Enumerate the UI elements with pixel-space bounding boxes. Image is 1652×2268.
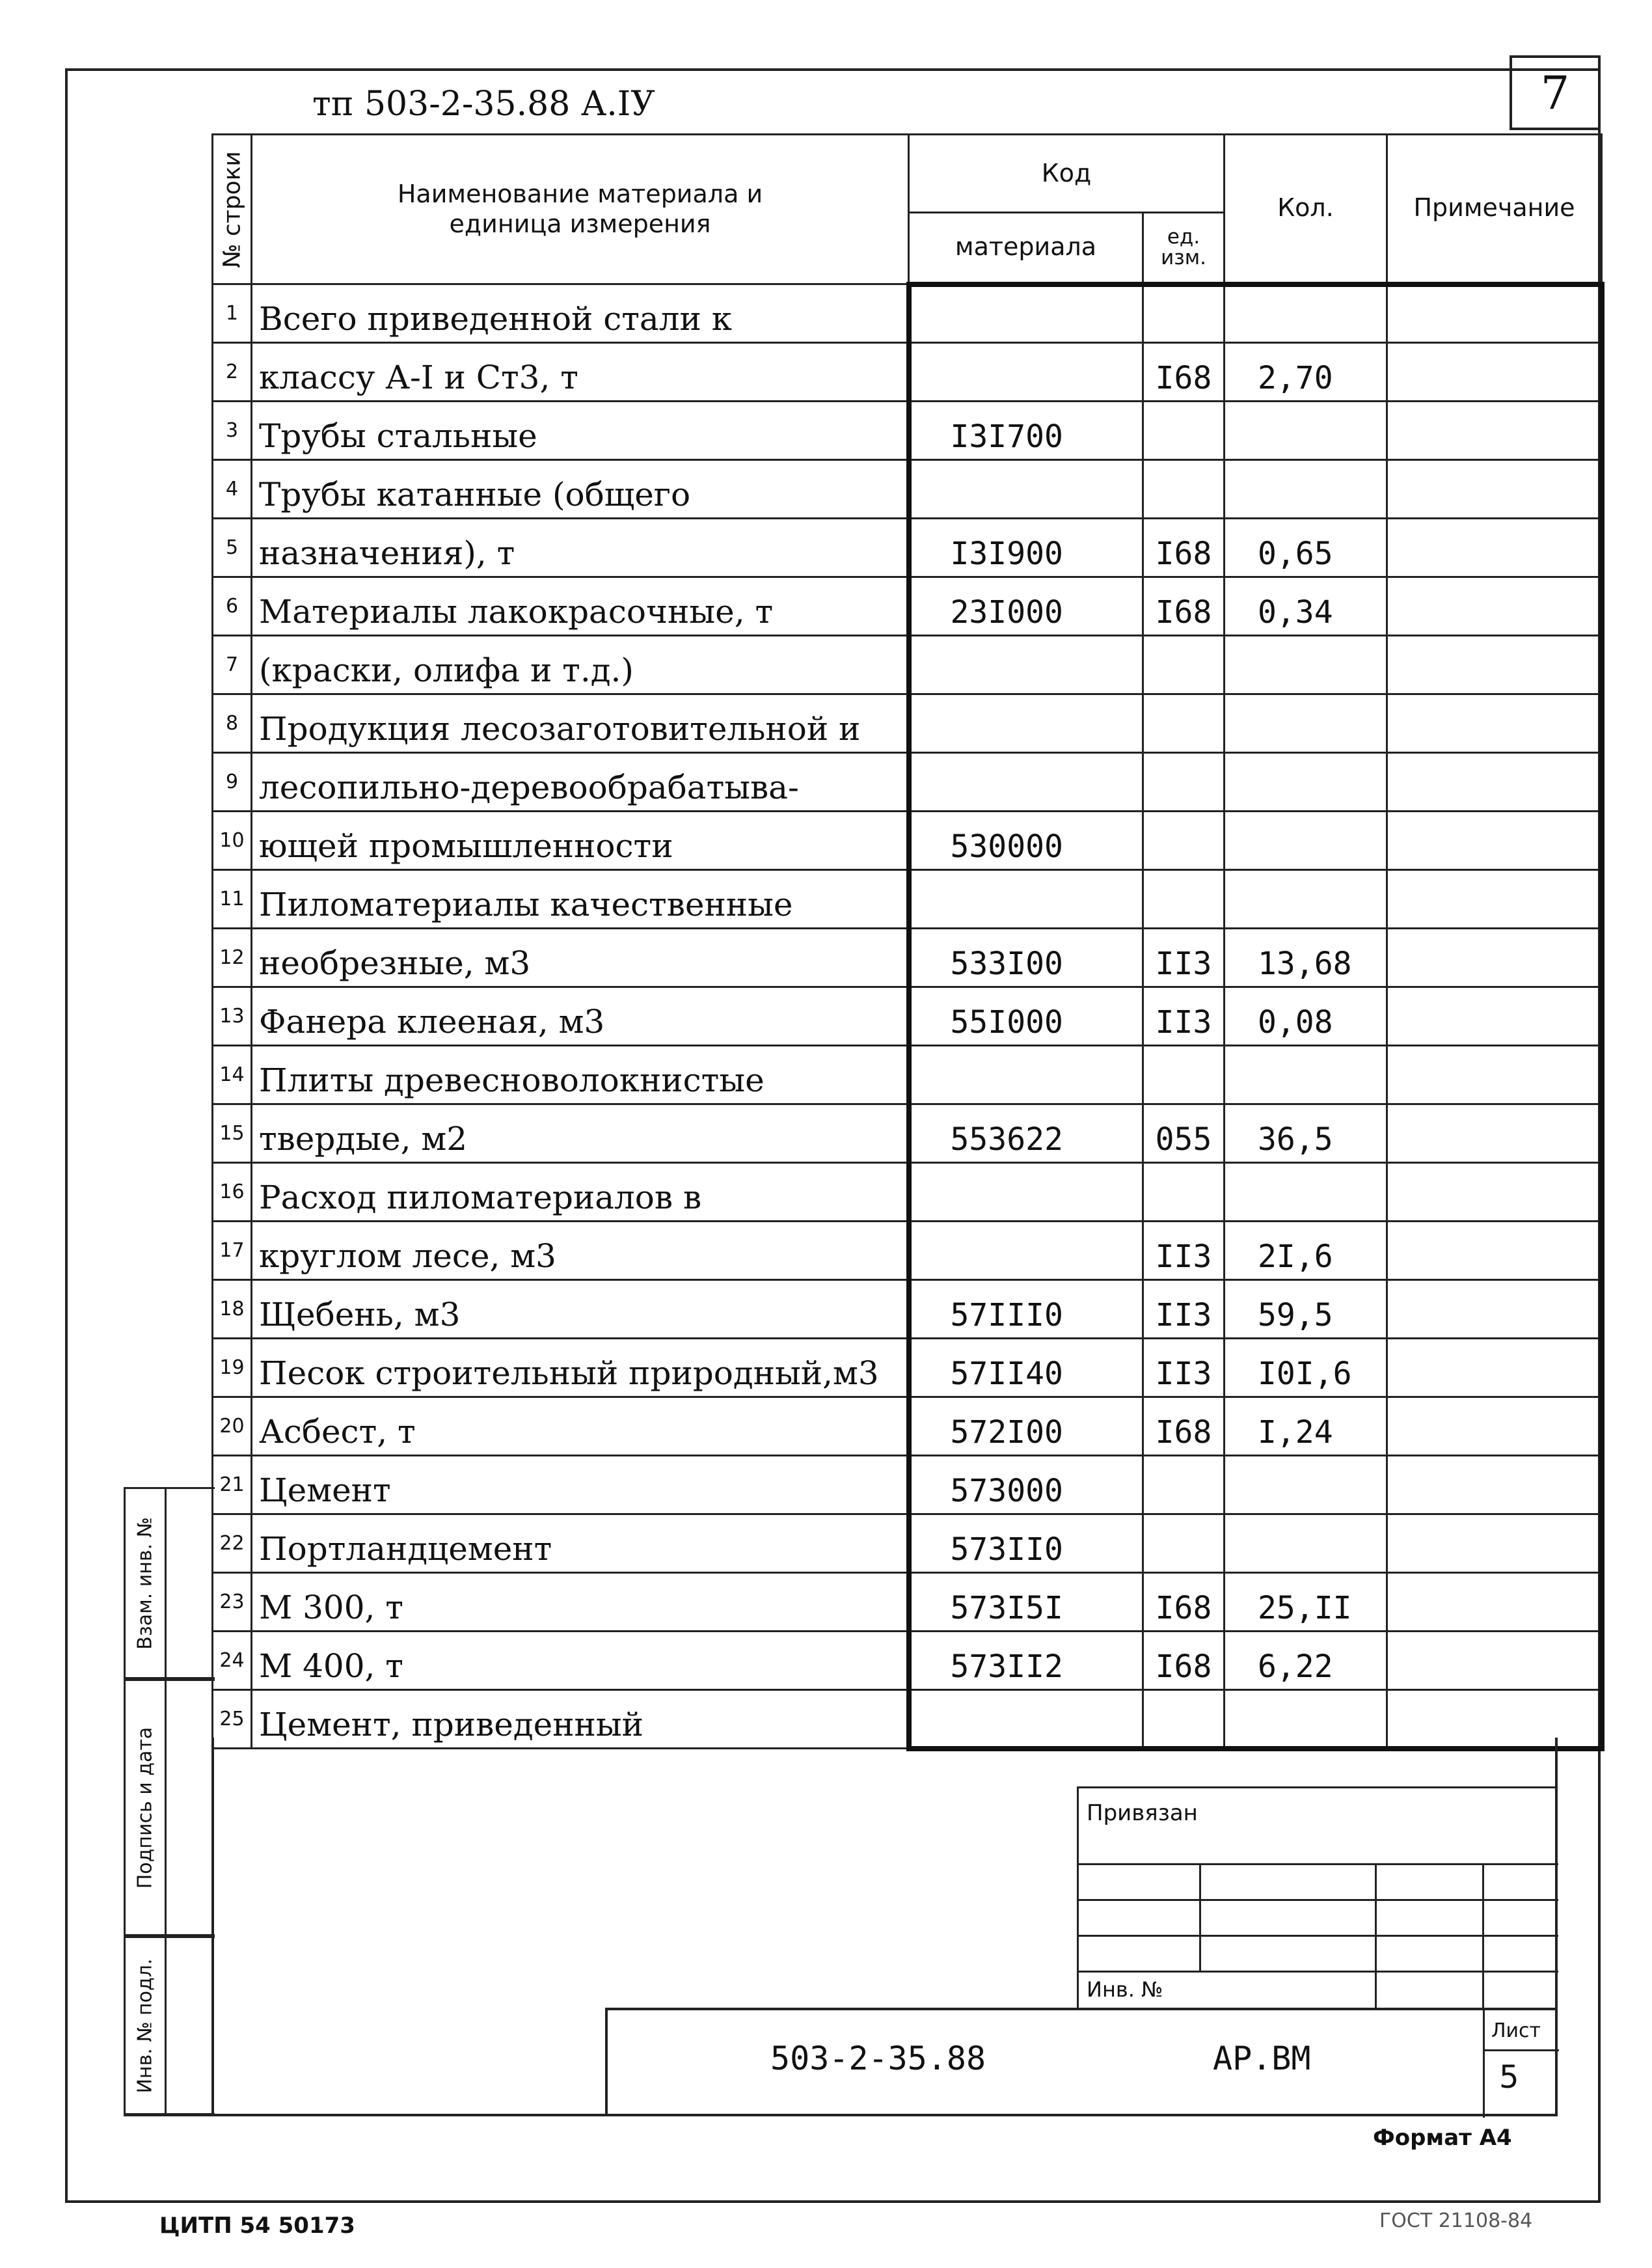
material-name-cell: Асбест, т (252, 1397, 909, 1456)
table-row (213, 987, 1602, 1046)
stamp-sheet-number: 5 (1499, 2059, 1519, 2096)
row-number-cell: 4 (213, 460, 252, 519)
unit-code-cell (1143, 1690, 1225, 1749)
note-cell (1387, 1222, 1602, 1280)
row-number-cell: 11 (213, 870, 252, 929)
unit-code-cell (1143, 1514, 1225, 1573)
quantity-cell (1225, 753, 1387, 812)
table-row (213, 1397, 1602, 1456)
stamp-doc-number: 503-2-35.88 (770, 2040, 986, 2077)
quantity-cell: 6,22 (1225, 1632, 1387, 1690)
table-row (213, 753, 1602, 812)
printer-code: ЦИТП 54 50173 (159, 2213, 355, 2239)
unit-code-cell (1143, 753, 1225, 812)
quantity-cell: 59,5 (1225, 1280, 1387, 1339)
row-number-cell: 23 (213, 1573, 252, 1632)
quantity-cell (1225, 636, 1387, 694)
material-code-cell: 572I00 (909, 1397, 1143, 1456)
row-number-cell: 14 (213, 1046, 252, 1104)
note-cell (1387, 460, 1602, 519)
unit-code-cell: II3 (1143, 1339, 1225, 1397)
material-name-cell: М 300, т (252, 1573, 909, 1632)
unit-code-cell (1143, 284, 1225, 343)
quantity-cell (1225, 1046, 1387, 1104)
material-name-cell: Портландцемент (252, 1514, 909, 1573)
label-replaced-inv: Взам. инв. № (133, 1516, 157, 1650)
material-name-cell: Песок строительный природный,м3 (252, 1339, 909, 1397)
note-cell (1387, 870, 1602, 929)
material-code-cell (909, 1163, 1143, 1222)
row-number-cell: 3 (213, 402, 252, 460)
row-number-cell: 15 (213, 1104, 252, 1163)
material-name-cell: ющей промышленности (252, 812, 909, 870)
material-code-cell: 573II0 (909, 1514, 1143, 1573)
table-row (213, 1456, 1602, 1514)
note-cell (1387, 753, 1602, 812)
unit-code-cell: II3 (1143, 929, 1225, 987)
note-cell (1387, 1339, 1602, 1397)
format-label: Формат А4 (1373, 2125, 1512, 2151)
material-code-cell: 23I000 (909, 577, 1143, 636)
material-name-cell: Цемент, приведенный (252, 1690, 909, 1749)
row-number-cell: 7 (213, 636, 252, 694)
note-cell (1387, 987, 1602, 1046)
material-code-cell: I3I900 (909, 519, 1143, 577)
note-cell (1387, 1573, 1602, 1632)
header-name: Наименование материала и единица измерения (252, 135, 909, 284)
quantity-cell (1225, 1163, 1387, 1222)
table-row (213, 1046, 1602, 1104)
material-code-cell: 533I00 (909, 929, 1143, 987)
unit-code-cell (1143, 1163, 1225, 1222)
note-cell (1387, 1280, 1602, 1339)
note-cell (1387, 1104, 1602, 1163)
quantity-cell: 0,65 (1225, 519, 1387, 577)
material-name-cell: твердые, м2 (252, 1104, 909, 1163)
material-name-cell: Всего приведенной стали к (252, 284, 909, 343)
unit-code-cell: 055 (1143, 1104, 1225, 1163)
side-strip-inv-original (124, 1936, 215, 2115)
row-number-cell: 6 (213, 577, 252, 636)
quantity-cell: 0,08 (1225, 987, 1387, 1046)
unit-code-cell: I68 (1143, 1573, 1225, 1632)
quantity-cell: 36,5 (1225, 1104, 1387, 1163)
material-name-cell: необрезные, м3 (252, 929, 909, 987)
quantity-cell (1225, 284, 1387, 343)
material-code-cell: 55I000 (909, 987, 1143, 1046)
table-row (213, 343, 1602, 402)
material-name-cell: лесопильно-деревообрабатыва- (252, 753, 909, 812)
unit-code-cell: I68 (1143, 1397, 1225, 1456)
row-number-cell: 21 (213, 1456, 252, 1514)
row-number-cell: 17 (213, 1222, 252, 1280)
quantity-cell (1225, 460, 1387, 519)
table-row (213, 1573, 1602, 1632)
material-name-cell: Щебень, м3 (252, 1280, 909, 1339)
table-row (213, 694, 1602, 753)
quantity-cell (1225, 402, 1387, 460)
quantity-cell (1225, 812, 1387, 870)
table-row (213, 1163, 1602, 1222)
material-code-cell: 553622 (909, 1104, 1143, 1163)
material-code-cell (909, 694, 1143, 753)
table-row (213, 519, 1602, 577)
table-row (213, 929, 1602, 987)
material-code-cell (909, 460, 1143, 519)
material-code-cell (909, 1046, 1143, 1104)
note-cell (1387, 402, 1602, 460)
note-cell (1387, 1163, 1602, 1222)
unit-code-cell (1143, 694, 1225, 753)
material-name-cell: Трубы стальные (252, 402, 909, 460)
table-row (213, 1222, 1602, 1280)
unit-code-cell: II3 (1143, 987, 1225, 1046)
material-name-cell: назначения), т (252, 519, 909, 577)
table-row (213, 460, 1602, 519)
material-code-cell (909, 1690, 1143, 1749)
table-row (213, 812, 1602, 870)
note-cell (1387, 929, 1602, 987)
stamp-sheet-label: Лист (1491, 2019, 1541, 2042)
quantity-cell: 25,II (1225, 1573, 1387, 1632)
note-cell (1387, 343, 1602, 402)
label-signature-date: Подпись и дата (133, 1727, 157, 1889)
table-row (213, 1104, 1602, 1163)
unit-code-cell (1143, 636, 1225, 694)
note-cell (1387, 812, 1602, 870)
table-row (213, 1690, 1602, 1749)
note-cell (1387, 1046, 1602, 1104)
gost-code: ГОСТ 21108-84 (1379, 2209, 1533, 2232)
material-name-cell: (краски, олифа и т.д.) (252, 636, 909, 694)
unit-code-cell: I68 (1143, 343, 1225, 402)
note-cell (1387, 636, 1602, 694)
header-row-number: № строки (213, 135, 252, 284)
row-number-cell: 20 (213, 1397, 252, 1456)
note-cell (1387, 577, 1602, 636)
material-name-cell: Фанера клееная, м3 (252, 987, 909, 1046)
row-number-cell: 22 (213, 1514, 252, 1573)
table-row (213, 284, 1602, 343)
note-cell (1387, 1514, 1602, 1573)
note-cell (1387, 1397, 1602, 1456)
unit-code-cell (1143, 1456, 1225, 1514)
material-code-cell (909, 870, 1143, 929)
material-name-cell: Материалы лакокрасочные, т (252, 577, 909, 636)
table-row (213, 1632, 1602, 1690)
material-code-cell (909, 753, 1143, 812)
unit-code-cell: I68 (1143, 577, 1225, 636)
table-row (213, 1280, 1602, 1339)
material-name-cell: классу А-I и Ст3, т (252, 343, 909, 402)
material-code-cell: 573II2 (909, 1632, 1143, 1690)
header-unit: ед. изм. (1143, 213, 1225, 284)
note-cell (1387, 519, 1602, 577)
table-row (213, 402, 1602, 460)
row-number-cell: 18 (213, 1280, 252, 1339)
unit-code-cell: II3 (1143, 1280, 1225, 1339)
quantity-cell (1225, 870, 1387, 929)
side-strip-signature (124, 1679, 215, 1936)
row-number-cell: 10 (213, 812, 252, 870)
material-name-cell: Продукция лесозаготовительной и (252, 694, 909, 753)
quantity-cell: I,24 (1225, 1397, 1387, 1456)
material-code-cell: 573000 (909, 1456, 1143, 1514)
materials-table (211, 133, 1605, 1751)
unit-code-cell (1143, 812, 1225, 870)
material-code-cell (909, 1222, 1143, 1280)
material-code-cell: 57II40 (909, 1339, 1143, 1397)
unit-code-cell: II3 (1143, 1222, 1225, 1280)
material-code-cell: I3I700 (909, 402, 1143, 460)
note-cell (1387, 284, 1602, 343)
table-row (213, 1514, 1602, 1573)
material-code-cell (909, 636, 1143, 694)
unit-code-cell: I68 (1143, 1632, 1225, 1690)
stamp-main-block (605, 2008, 1556, 2115)
row-number-cell: 12 (213, 929, 252, 987)
unit-code-cell (1143, 870, 1225, 929)
quantity-cell (1225, 1514, 1387, 1573)
header-material: материала (909, 213, 1143, 284)
material-code-cell (909, 284, 1143, 343)
quantity-cell (1225, 1456, 1387, 1514)
table-row (213, 577, 1602, 636)
bottom-frame-left (211, 1738, 214, 2115)
note-cell (1387, 1632, 1602, 1690)
header-note: Примечание (1387, 135, 1602, 284)
unit-code-cell (1143, 402, 1225, 460)
stamp-doc-mark: АР.ВМ (1213, 2040, 1311, 2077)
quantity-cell: 2,70 (1225, 343, 1387, 402)
sheet-corner-number: 7 (1510, 55, 1601, 130)
quantity-cell: 2I,6 (1225, 1222, 1387, 1280)
material-code-cell: 530000 (909, 812, 1143, 870)
row-number-cell: 25 (213, 1690, 252, 1749)
table-row (213, 870, 1602, 929)
table-row (213, 1339, 1602, 1397)
quantity-cell (1225, 1690, 1387, 1749)
row-number-cell: 24 (213, 1632, 252, 1690)
label-inv-original: Инв. № подл. (133, 1958, 157, 2093)
stamp-inv-no-label: Инв. № (1087, 1977, 1163, 2002)
note-cell (1387, 694, 1602, 753)
stamp-bound-block (1077, 1786, 1556, 2008)
row-number-cell: 8 (213, 694, 252, 753)
header-qty: Кол. (1225, 135, 1387, 284)
side-strip-replaced-inv (124, 1487, 215, 1679)
unit-code-cell (1143, 460, 1225, 519)
material-code-cell (909, 343, 1143, 402)
row-number-cell: 19 (213, 1339, 252, 1397)
quantity-cell: 0,34 (1225, 577, 1387, 636)
row-number-cell: 13 (213, 987, 252, 1046)
quantity-cell: I0I,6 (1225, 1339, 1387, 1397)
note-cell (1387, 1456, 1602, 1514)
material-name-cell: М 400, т (252, 1632, 909, 1690)
row-number-cell: 5 (213, 519, 252, 577)
header-code: Код (909, 135, 1225, 213)
table-row (213, 636, 1602, 694)
material-name-cell: круглом лесе, м3 (252, 1222, 909, 1280)
material-name-cell: Трубы катанные (общего (252, 460, 909, 519)
row-number-cell: 9 (213, 753, 252, 812)
quantity-cell: 13,68 (1225, 929, 1387, 987)
row-number-cell: 1 (213, 284, 252, 343)
material-code-cell: 573I5I (909, 1573, 1143, 1632)
note-cell (1387, 1690, 1602, 1749)
material-name-cell: Пиломатериалы качественные (252, 870, 909, 929)
row-number-cell: 16 (213, 1163, 252, 1222)
stamp-bound-label: Привязан (1087, 1800, 1198, 1826)
material-name-cell: Расход пиломатериалов в (252, 1163, 909, 1222)
doc-code-title: тп 503-2-35.88 А.IУ (312, 85, 655, 124)
material-code-cell: 57III0 (909, 1280, 1143, 1339)
unit-code-cell: I68 (1143, 519, 1225, 577)
material-name-cell: Цемент (252, 1456, 909, 1514)
unit-code-cell (1143, 1046, 1225, 1104)
material-name-cell: Плиты древесноволокнистые (252, 1046, 909, 1104)
row-number-cell: 2 (213, 343, 252, 402)
quantity-cell (1225, 694, 1387, 753)
